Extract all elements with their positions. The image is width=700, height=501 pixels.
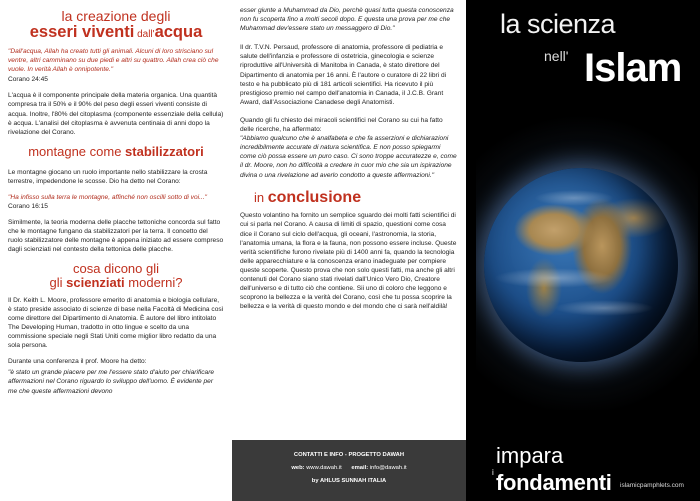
web-link[interactable]: www.dawah.it (306, 465, 342, 471)
paragraph-question: Quando gli fu chiesto dei miracoli scientifici nel Corano su cui ha fatto delle ricerche, ha affermato: (240, 116, 443, 134)
cover-title-islam: Islam (584, 46, 682, 90)
heading-scientists: cosa dicono gli gli scienziati moderni? (49, 261, 183, 291)
paragraph-moore: Il Dr. Keith L. Moore, professore emerito di anatomia e biologia cellulare, è stato preside associato di scienze di base nella Facoltà di Medicina così come direttore del Dipartimento di Anatomia. È autore del libro intitolato The Developing Human, tradotto in otto lingue e scelto da una commissione speciale negli Stati Uniti come miglior libro redatto da una sola persona. (8, 296, 224, 350)
contact-title: CONTATTI E INFO - PROGETTO DAWAH (293, 452, 405, 458)
heading-water-line2: esseri viventi dall'acqua (29, 22, 203, 41)
quote-quran-16-15: "Ha infisso sulla terra le montagne, affinché non oscilli sotto di voi..." Corano 16:15 (8, 193, 207, 210)
paragraph-conference: Durante una conferenza il prof. Moore ha detto: (8, 358, 147, 366)
cover-i: i (492, 468, 494, 477)
paragraph-mountains: Le montagne giocano un ruolo importante nello stabilizzare la crosta terrestre, impedendone le scosse. Dio ha detto nel Corano: (8, 168, 208, 185)
contact-web-email: web: www.dawah.it email: info@dawah.it (291, 465, 407, 471)
column-middle (232, 0, 466, 501)
cover-title-nell: nell' (544, 48, 569, 64)
quote-moore-continued: esser giunte a Muhammad da Dio, perchè quasi tutta questa conoscenza non fu scoperta fino a molti secoli dopo. E questa una prova per me che Muhammad dev'essere stato un messaggero di Dio." (240, 7, 454, 33)
contact-bar (232, 440, 466, 501)
quote-moore: "è stato un grande piacere per me l'essere stato d'aiuto per chiarificare affermazioni nel Corano riguardo lo sviluppo dell'uomo. È evidente per me che queste affermazioni devono (8, 369, 215, 395)
paragraph-conclusion: Questo volantino ha fornito un semplice sguardo dei molti fatti scientifici di cui si parla nel Corano. A causa di limiti di spazio, questioni come cosa dice il Corano sul ciclo dell'acqua, gli oceani, l'astronomia, la storia, l'anatomia umana, la flora e la fauna, non possono essere incluse. Queste verità scientifiche furono rivelate più di 1400 anni fa, quando la tecnologia delle apparecchiature e la conoscenza erano inadeguate per compiere queste scoperte. Questo prova che non solo questi fatti, ma anche gli altri contenuti del Corano siano stati rivelati dall'Unico Vero Dio, Creatore dell'universo e di tutto ciò che contiene. Sii uno di coloro che leggono e scoprono la bellezza e la verità del Corano, così che tu possa scoprire la bellezza e la verità di questo mondo e del mondo che ci sarà nell'aldilà! (240, 212, 457, 311)
earth-image (476, 110, 698, 410)
cover-fondamenti: fondamenti (496, 470, 612, 495)
cover-impara: impara (496, 443, 564, 468)
email-link[interactable]: info@dawah.it (369, 465, 407, 471)
heading-water-line1: la creazione degli (61, 8, 171, 24)
heading-conclusion: in conclusione (254, 188, 362, 206)
quote-quran-24-45: "Dall'acqua, Allah ha creato tutti gli animali. Alcuni di loro strisciano sul ventre, altri camminano su due piedi e altri su quattro. Allah crea ciò che vuole. In verità Allah è onnipotente." (8, 48, 219, 74)
column-left (0, 0, 232, 501)
heading-water (8, 9, 224, 41)
quote-persaud: "Abbiamo qualcuno che è analfabeta e che fa asserzioni e dichiarazioni incredibilmente accurate di natura scientifica. E non posso spiegarmi come ciò possa essere un puro caso. Ci sono troppe accuratezze e, come il dr. Moore, non ho difficoltà a credere in cuor mio che sia un ispirazione divina o una rivelazione ad averlo condotto a queste affermazioni." (240, 135, 457, 179)
paragraph-persaud: Il dr. T.V.N. Persaud, professore di anatomia, professore di pediatria e salute dell'infanzia e professore di ostetricia, ginecologia e scienze riproduttive all'Università di Manitoba in Canada, è stato direttore del Dipartimento di anatomia per 16 anni. È l'autore o curatore di 22 libri di testo e ha pubblicato più di 181 articoli scientifici. Ha ricevuto il più prestigioso premio nel campo dell'anatomia in Canada, il J.C.B. Grant Award, dall'Associazione Canadese degli Anatomisti. (240, 44, 447, 106)
cover-website[interactable]: islamicpamphlets.com (620, 482, 684, 489)
quote-ref-24-45: Corano 24:45 (8, 76, 48, 84)
paragraph-tectonics: Similmente, la teoria moderna delle placche tettoniche concorda sul fatto che le montagne fungano da stabilizzatori per la terra. Il concetto del ruolo stabilizzatore delle montagne è appena iniziato ad essere compreso dagli scienziati nel contesto della tettonica delle placche. (8, 219, 224, 254)
paragraph-water: L'acqua è il componente principale della materia organica. Una quantità compresa tra il 50% e il 90% del peso degli esseri viventi consiste di acqua. Inoltre, l'80% del citoplasma (componente essenziale della cellula) è acqua. L'analisi del citoplasma è avvenuta centinaia di anni dopo la rivelazione del Corano. (8, 92, 224, 136)
cover-panel (466, 0, 700, 501)
contact-by: by AHLUS SUNNAH ITALIA (311, 478, 387, 484)
heading-mountains: montagne come stabilizzatori (28, 143, 204, 159)
earth-clouds (484, 168, 678, 362)
cover-title-scienza: la scienza (500, 9, 616, 39)
